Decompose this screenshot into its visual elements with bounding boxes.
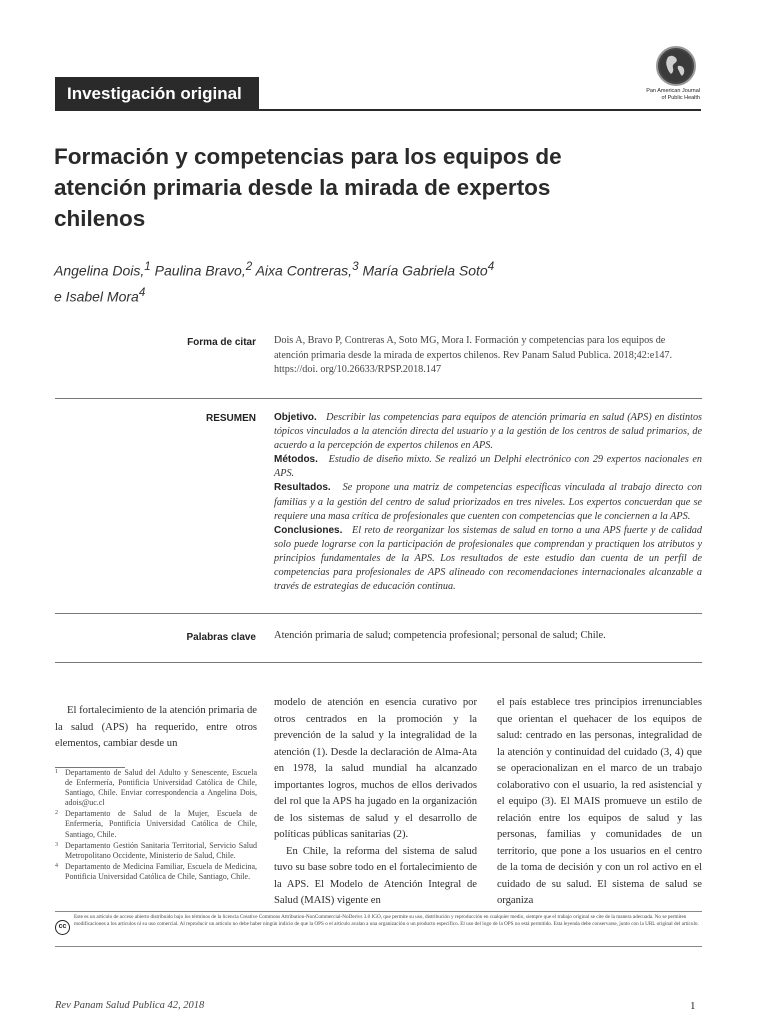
abstract-section — [274, 524, 702, 594]
section-banner: Investigación original — [55, 77, 259, 111]
footnote-number: 3 — [55, 841, 58, 848]
author-name: Aixa Contreras, — [255, 262, 353, 279]
footnote — [55, 841, 257, 861]
footnotes — [55, 768, 257, 883]
keywords-label: Palabras clave — [186, 632, 256, 643]
affiliation-mark: 3 — [352, 260, 359, 273]
footnote-number: 1 — [55, 769, 58, 775]
abstract-text: El reto de reorganizar los sistemas de salud en torno a una APS fuerte y de calidad solo puede lograrse con la participación de profesionales que comprendan y practiquen los atributos y principios fundamentales de la APS. Los resultados de este estudio dan cuenta de un perfil de competencias para profesionales de APS alineado con recomendaciones internacionales alcanzable a través de estrategias de educación continua. — [274, 524, 702, 593]
paragraph: el país establece tres principios irrenunciables que orientan el quehacer de los equipos de salud: centrado en las personas, integralidad de la atención y continuidad del cuidado (3, 4) que se operacionalizan en el marco de un trabajo colaborativo con el usuario, la red asistencial y el equipo (3). El MAIS promueve un estilo de relación entre los equipos de salud y las personas, familias y comunidades de un territorio, que pone a los usuarios en el centro de la toma de decisión y con un rol activo en el cuidado de su salud. El sistema de salud se organiza — [497, 697, 702, 906]
license-text: Este es un artículo de acceso abierto distribuido bajo los términos de la licencia Creative Commons Attribution-NonCommercial-NoDerivs 3.0 IGO, que permite su uso, distribución y reproducción en cualquier medio, siempre que el trabajo original se cite de la manera adecuada. No se permiten modificaciones a los artículos ni su uso comercial. Al reproducir un artículo no debe haber ningún indicio de que la OPS o el artículo avalan a una organización o un producto específico. El uso del logo de la OPS no está permitido. Esta leyenda debe conservarse, junto con la URL original del artículo. — [74, 914, 699, 928]
author-list — [54, 256, 574, 307]
abstract-text: Estudio de diseño mixto. Se realizó un Delphi electrónico con 29 expertos nacionales en APS. — [274, 454, 702, 480]
abstract-heading: Objetivo. — [274, 412, 317, 423]
abstract-heading: Conclusiones. — [274, 524, 343, 536]
footnote-text: Departamento Gestión Sanitaria Territorial, Servicio Salud Metropolitano Occidente, Ministerio de Salud, Chile. — [65, 840, 257, 860]
paragraph: modelo de atención en esencia curativo por otros centrados en la promoción y la prevención de la salud y la integralidad de la atención (1). Desde la declaración de Alma-Ata en 1978, la salud mundial ha alcanzado importantes logros, muchos de ellos derivados del rol que la APS ha jugado en la organización de los sistemas de salud y el desarrollo de políticas públicas sanitarias (2). — [274, 697, 477, 840]
footnote-text: Departamento de Medicina Familiar, Escuela de Medicina, Pontificia Universidad Católica de Chile, Santiago, Chile. — [65, 861, 257, 881]
footnote-text: Departamento de Salud del Adulto y Senescente, Escuela de Enfermería, Pontificia Universidad Católica de Chile, Santiago, Chile. Enviar correspondencia a Angelina Dois, adois@uc.cl — [65, 768, 257, 808]
abstract-text: Se propone una matriz de competencias específicas vinculada al trabajo directo con familias y a la gestión del centro de salud priorizados en tres niveles. Los expertos concuerdan que se requiere una masa crítica de profesionales que cuenten con competencias que le conciernen a la APS. — [274, 482, 702, 522]
footnote-text: Departamento de Salud de la Mujer, Escuela de Enfermería, Pontificia Universidad Católica de Chile, Santiago, Chile. — [65, 809, 257, 839]
abstract-heading: Métodos. — [274, 454, 318, 466]
keywords-bottom-rule — [55, 662, 702, 663]
body-column-3 — [497, 695, 702, 910]
affiliation-mark: 2 — [245, 260, 253, 273]
creative-commons-icon: cc — [55, 920, 70, 935]
affiliation-mark: 4 — [487, 260, 495, 273]
footer-journal: Rev Panam Salud Publica 42, 2018 — [55, 1000, 205, 1011]
keywords-rule — [55, 613, 702, 614]
cite-label: Forma de citar — [187, 337, 256, 348]
author-name: María Gabriela Soto — [362, 262, 488, 279]
journal-name — [620, 88, 700, 102]
footnote — [55, 768, 257, 808]
abstract-top-rule — [55, 398, 702, 399]
author-name: Angelina Dois, — [54, 262, 145, 279]
keywords-text: Atención primaria de salud; competencia profesional; personal de salud; Chile. — [274, 630, 606, 641]
affiliation-mark: 1 — [144, 260, 151, 273]
footnote-number: 2 — [55, 810, 58, 817]
cite-text: Dois A, Bravo P, Contreras A, Soto MG, Mora I. Formación y competencias para los equipos de atención primaria desde la mirada de expertos chilenos. Rev Panam Salud Publica. 2018;42:e147. https://doi. org/10.26633/RPSP.2018.147 — [274, 335, 673, 375]
abstract-section — [274, 411, 702, 453]
article-title: Formación y competencias para los equipos de atención primaria desde la mirada de expertos chilenos — [54, 144, 562, 231]
journal-line: of Public Health — [661, 95, 700, 101]
author-name: Paulina Bravo, — [154, 262, 246, 279]
globe-logo-icon — [656, 46, 696, 86]
paragraph: En Chile, la reforma del sistema de salud tuvo su base sobre todo en el fortalecimiento de la APS. El Modelo de Atención Integral de Salud (MAIS) vigente en — [274, 845, 477, 906]
abstract-label: RESUMEN — [205, 413, 256, 424]
footnote — [55, 862, 257, 882]
abstract-text: Describir las competencias para equipos de atención primaria en salud (APS) en distintos tópicos vinculados a la atención directa del usuario y a la gestión de los centros de salud primarios, de acuerdo a la percepción de expertos chilenos en APS. — [274, 412, 702, 452]
page-number: 1 — [690, 1000, 696, 1012]
paragraph: El fortalecimiento de la atención primaria de la salud (APS) ha requerido, entre otros elementos, cambiar desde un — [55, 705, 257, 749]
abstract-section — [274, 453, 702, 481]
body-column-1 — [55, 703, 257, 753]
body-column-2 — [274, 695, 477, 910]
affiliation-mark: 4 — [138, 285, 146, 299]
abstract-body — [274, 411, 702, 594]
footnote — [55, 809, 257, 839]
journal-line: Pan American Journal — [646, 88, 700, 94]
author-name: e Isabel Mora — [54, 288, 139, 305]
footnote-number: 4 — [55, 862, 58, 869]
header-rule — [55, 109, 701, 111]
abstract-section — [274, 481, 702, 523]
abstract-heading: Resultados. — [274, 482, 331, 494]
